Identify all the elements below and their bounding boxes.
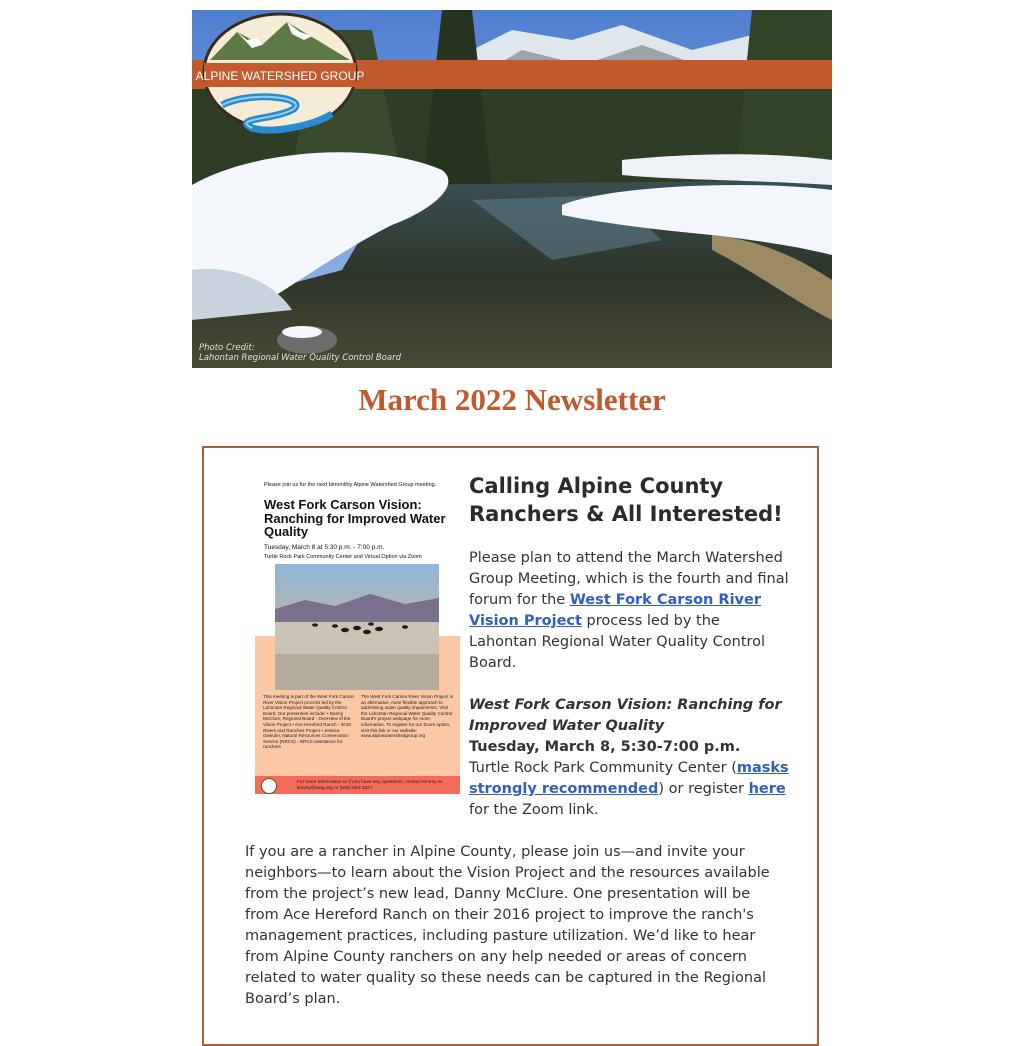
event-details [469,695,789,821]
flyer-date: Tuesday, March 8 at 5:30 p.m. - 7:00 p.m. [264,544,385,551]
event-location [469,758,789,821]
flyer-footer [255,776,460,794]
rancher-paragraph: If you are a rancher in Alpine County, please join us—and invite your neighbors—to learn about the Vision Project and the resources available from the project’s new lead, Danny McClure. One presentation will be from Ace Hereford Ranch on their 2016 project to improve the ranch's management practices, including pasture utilization. We’d like to hear from Alpine County ranchers on any help needed or areas of concern related to water quality so these needs can be captured in the Regional Board’s plan. [245,844,770,1007]
article-heading: Calling Alpine County Ranchers & All Interested! [469,474,783,526]
zoom-register-link[interactable]: here [748,781,786,797]
flyer-footer-text: For more information or if you have any questions, contact Kimmy at kimmy@awg.org or (530) 694-2327 [297,780,443,791]
flyer-right-column: The West Fork Carson River Vision Project is an alternative, more flexible approach to addressing water quality impairments. Visit the Lahontan Regional Water Quality Control Board's project webpage for more information. To register for our Zoom option, visit this link or our website: www.alpinewatershedgroup.org [361,694,453,739]
zoom-link-text: for the Zoom link. [469,802,599,818]
river-landscape-image [192,10,832,368]
article-card [202,446,819,1046]
event-flyer-image[interactable] [255,476,460,794]
intro-text-end: process led by the Lahontan Regional Water Quality Control Board. [469,613,766,671]
intro-paragraph [469,548,789,674]
event-time: Tuesday, March 8, 5:30-7:00 p.m. [469,739,741,755]
event-title: West Fork Carson Vision: Ranching for Improved Water Quality [469,697,782,734]
newsletter-title: March 2022 Newsletter [358,382,666,417]
event-location-text: Turtle Rock Park Community Center ( [469,760,737,776]
flyer-title: West Fork Carson Vision: Ranching for Improved Water Quality [264,497,446,539]
photo-credit-source: Lahontan Regional Water Quality Control Board [199,353,402,363]
register-text: ) or register [658,781,749,797]
flyer-intro: Please join us for the next bimonthly Alpine Watershed Group meeting. [264,482,437,488]
logo-text: ALPINE WATERSHED GROUP [195,69,365,83]
flyer-logo-icon [261,778,277,794]
flyer-location: Turtle Rock Park Community Center and Virtual Option via Zoom [264,554,422,560]
flyer-left-column: This meeting is part of the West Fork Carson River Vision Project process led by the Lahontan Regional Water Quality Control Board. Our presenters include: • Danny McClure, Regional Board ◦ Overview of the Vision Project • Ace Hereford Ranch ◦ 2016 Rivers and Ranches Project • Jessica Gwinder, Natural Resources Conservation Service (NRCS) ◦ NRCS assistance for ranchers [263,694,355,750]
intro-text-start: Please plan to attend the March Watershed Group Meeting, which is the fourth and final forum for the [469,550,789,608]
flyer-pasture-photo [275,564,439,690]
header-photo [192,10,832,368]
vision-project-link[interactable]: West Fork Carson River Vision Project [469,592,761,629]
photo-credit [199,343,401,363]
photo-credit-label: Photo Credit: [199,343,255,353]
masks-link[interactable]: masks strongly recommended [469,760,789,797]
